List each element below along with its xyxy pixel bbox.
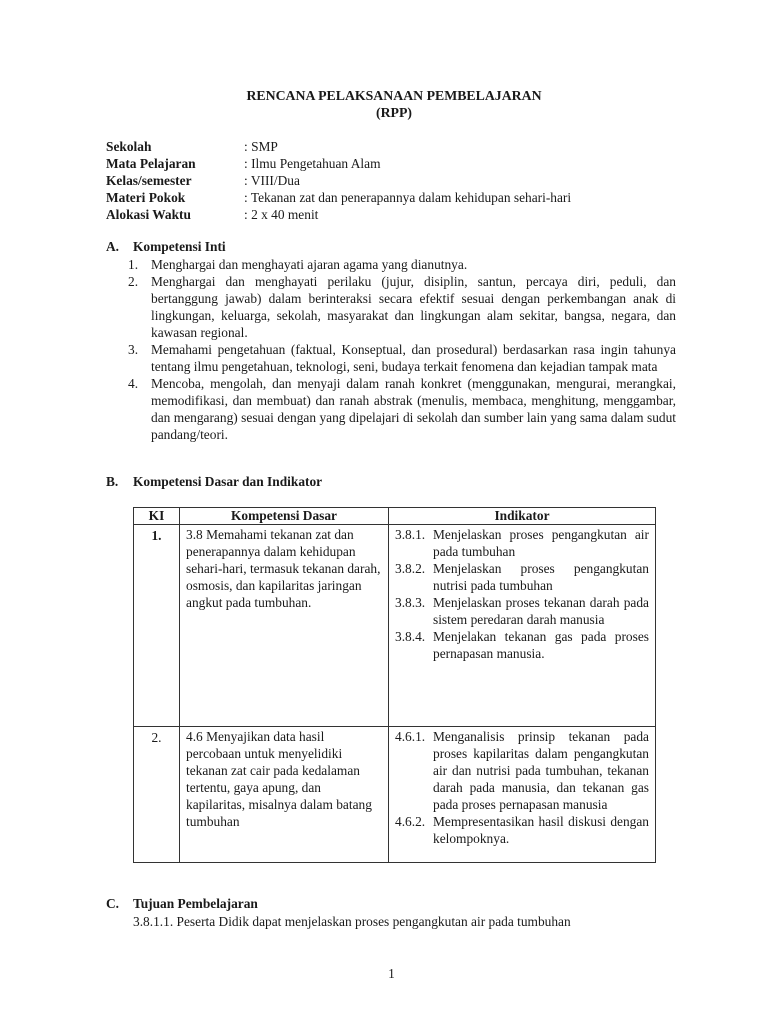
table-row [134,727,656,863]
indikator-number: 3.8.1. [395,527,426,542]
indikator-cell [389,525,656,727]
identity-value: : Ilmu Pengetahuan Alam [244,156,381,171]
indikator-text: Menjelaskan proses tekanan darah pada sistem peredaran darah manusia [433,595,649,627]
list-number: 2. [128,274,139,289]
list-text: Menghargai dan menghayati perilaku (jujur, disiplin, santun, percaya diri, peduli, dan bertanggung jawab) dalam berinteraksi secara efektif sesuai dengan perkembangan anak di lingkungan, keluarga, sekolah, masyarakat dan lingkungan alam sekitar, bangsa, negara, dan kawasan regional. [151,274,676,340]
indikator-item [395,813,649,847]
list-item [128,375,676,443]
section-title: Kompetensi Inti [133,239,226,254]
identity-label: Kelas/semester [106,173,192,188]
indikator-number: 3.8.3. [395,595,426,610]
list-text: Menghargai dan menghayati ajaran agama yang dianutnya. [151,257,468,272]
identity-label: Mata Pelajaran [106,156,196,171]
section-title: Tujuan Pembelajaran [133,896,258,911]
section-letter: B. [106,474,119,489]
identity-value: : SMP [244,139,278,154]
indikator-item [395,594,649,628]
page-number: 1 [388,966,395,981]
list-number: 4. [128,376,139,391]
indikator-item [395,526,649,560]
kompetensi-inti-list [128,256,676,443]
identity-label: Sekolah [106,139,152,154]
column-header-indikator: Indikator [389,508,656,525]
identity-value: : 2 x 40 menit [244,207,319,222]
indikator-text: Menganalisis prinsip tekanan pada proses kapilaritas dalam pengangkutan air dan nutrisi pada tumbuhan, tekanan darah pada manusia, dan tekanan gas pada proses pernapasan manusia [433,729,649,812]
indikator-number: 3.8.2. [395,561,426,576]
indikator-text: Mempresentasikan hasil diskusi dengan kelompoknya. [433,814,649,846]
table-row [134,525,656,727]
ki-cell: 2. [134,727,180,863]
identity-label: Alokasi Waktu [106,207,191,222]
indikator-number: 3.8.4. [395,629,426,644]
kd-cell: 3.8 Memahami tekanan zat dan penerapannya dalam kehidupan sehari-hari, termasuk tekanan darah, osmosis, dan kapilaritas jaringan angkut pada tumbuhan. [180,525,389,727]
tujuan-item: 3.8.1.1. Peserta Didik dapat menjelaskan proses pengangkutan air pada tumbuhan [133,914,571,929]
ki-cell: 1. [134,525,180,727]
identity-value: : VIII/Dua [244,173,300,188]
section-letter: C. [106,896,120,911]
list-text: Mencoba, mengolah, dan menyaji dalam ranah konkret (menggunakan, mengurai, merangkai, memodifikasi, dan membuat) dan ranah abstrak (menulis, membaca, menghitung, menggambar, dan mengarang) sesuai dengan yang dipelajari di sekolah dan sumber lain yang sama dalam sudut pandang/teori. [151,376,676,442]
indikator-number: 4.6.2. [395,814,426,829]
section-heading-a [106,239,226,255]
indikator-number: 4.6.1. [395,729,426,744]
list-number: 3. [128,342,139,357]
document-title: RENCANA PELAKSANAAN PEMBELAJARAN [246,88,542,103]
list-number: 1. [128,257,139,272]
table-header-row [134,508,656,525]
column-header-kompetensi-dasar: Kompetensi Dasar [180,508,389,525]
section-heading-c [106,896,258,912]
document-subtitle: (RPP) [375,105,412,120]
indikator-item [395,728,649,813]
list-item [128,256,676,273]
kd-cell: 4.6 Menyajikan data hasil percobaan untuk menyelidiki tekanan zat cair pada kedalaman tertentu, gaya apung, dan kapilaritas, misalnya dalam batang tumbuhan [180,727,389,863]
section-title: Kompetensi Dasar dan Indikator [133,474,323,489]
identity-label: Materi Pokok [106,190,186,205]
indikator-item [395,628,649,662]
indikator-text: Menjelaskan proses pengangkutan air pada tumbuhan [433,527,649,559]
list-text: Memahami pengetahuan (faktual, Konseptual, dan prosedural) berdasarkan rasa ingin tahunya tentang ilmu pengetahuan, teknologi, seni, budaya terkait fenomena dan kejadian tampak mata [151,342,676,374]
column-header-ki: KI [134,508,180,525]
kompetensi-table [133,507,656,863]
indikator-item [395,560,649,594]
indikator-cell [389,727,656,863]
section-letter: A. [106,239,120,254]
indikator-text: Menjelakan tekanan gas pada proses pernapasan manusia. [433,629,649,661]
indikator-text: Menjelaskan proses pengangkutan nutrisi pada tumbuhan [433,561,649,593]
list-item [128,273,676,341]
list-item [128,341,676,375]
identity-value: : Tekanan zat dan penerapannya dalam kehidupan sehari-hari [244,190,572,205]
section-heading-b [106,474,322,490]
